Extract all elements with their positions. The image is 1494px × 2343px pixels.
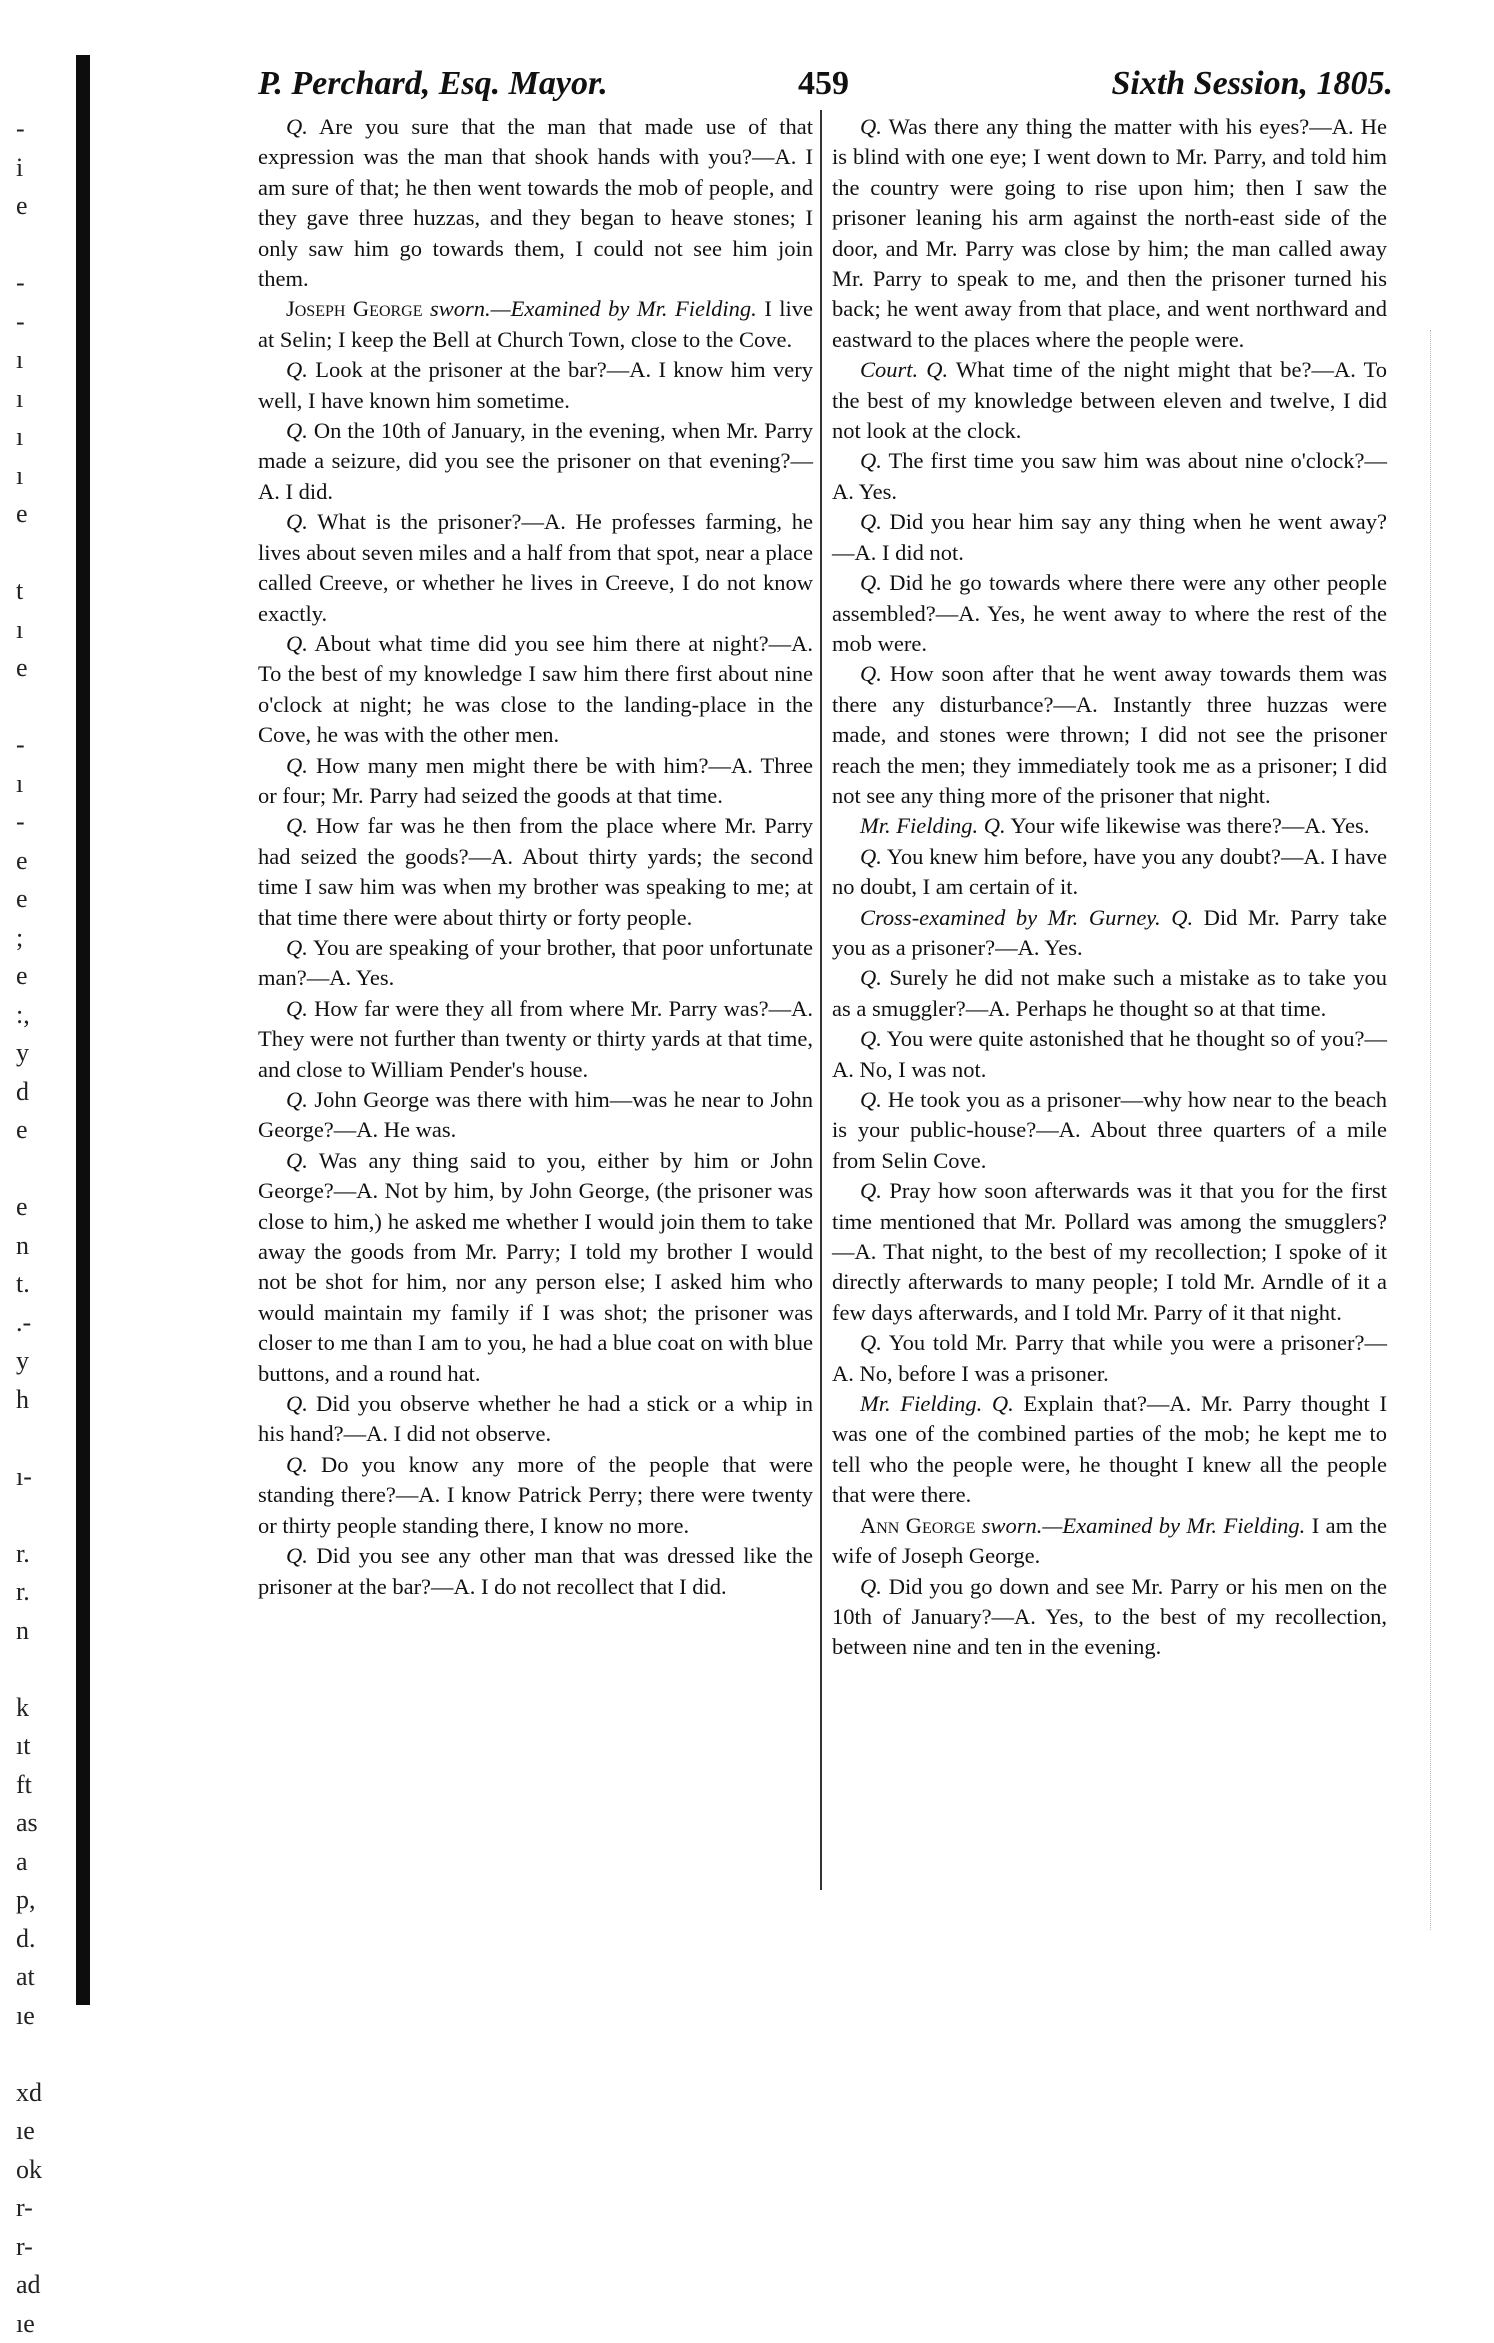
paragraph-text: I am the wife of Joseph George. xyxy=(832,1513,1387,1568)
margin-glyph: - xyxy=(0,726,60,765)
margin-glyph: e xyxy=(0,842,60,881)
margin-glyph: ı xyxy=(0,457,60,496)
paragraph xyxy=(258,355,813,416)
margin-glyph: ad xyxy=(0,2266,60,2305)
margin-glyph: ı xyxy=(0,611,60,650)
edge-specks xyxy=(1430,330,1441,1930)
margin-glyph: d. xyxy=(0,1920,60,1959)
paragraph-text: Are you sure that the man that made use of that expression was the man that shook hands with you?—A. I am sure of that; he then went towards the mob of people, and they gave three huzzas, and they began to heave stones; I only saw him go towards them, I could not see him join them. xyxy=(258,114,813,291)
margin-glyph: ft xyxy=(0,1766,60,1805)
question-mark: Q. xyxy=(992,1391,1014,1416)
paragraph-text: You told Mr. Parry that while you were a prisoner?—A. No, before I was a prisoner. xyxy=(832,1330,1387,1385)
question-mark: Q. xyxy=(286,996,308,1021)
paragraph xyxy=(258,1450,813,1541)
question-mark: Q. xyxy=(860,448,882,473)
paragraph xyxy=(832,1085,1387,1176)
question-mark: Q. xyxy=(860,1087,882,1112)
paragraph xyxy=(832,1024,1387,1085)
paragraph xyxy=(258,416,813,507)
margin-glyph: xd xyxy=(0,2074,60,2113)
paragraph-text: You were quite astonished that he thought so of you?—A. No, I was not. xyxy=(832,1026,1387,1081)
question-mark: Q. xyxy=(286,509,308,534)
paragraph-text: What time of the night might that be?—A. To the best of my knowledge between eleven and twelve, I did not look at the clock. xyxy=(832,357,1387,443)
question-mark: Q. xyxy=(860,661,882,686)
paragraph xyxy=(832,842,1387,903)
margin-glyph xyxy=(0,2035,60,2074)
question-mark: Q. xyxy=(926,357,948,382)
margin-glyph: n xyxy=(0,1612,60,1651)
right-column xyxy=(832,112,1387,1663)
margin-glyph: y xyxy=(0,1034,60,1073)
margin-glyph: e xyxy=(0,187,60,226)
margin-glyph: t xyxy=(0,572,60,611)
paragraph-text: Was any thing said to you, either by him or John George?—A. Not by him, by John George, (the prisoner was close to him,) he asked me whether I would join them to take away the goods from Mr. Parry; I told my brother I would not be shot for him, nor any person else; I asked him who would maintain my family if I was shot; the prisoner was closer to me than I am to you, he had a blue coat on with blue buttons, and a round hat. xyxy=(258,1148,813,1386)
margin-glyph: ; xyxy=(0,919,60,958)
question-mark: Q. xyxy=(286,1543,308,1568)
paragraph xyxy=(832,1511,1387,1572)
speaker-lead: Mr. Fielding. xyxy=(860,1391,982,1416)
question-mark: Q. xyxy=(286,1148,308,1173)
margin-glyph: - xyxy=(0,803,60,842)
margin-glyph: r- xyxy=(0,2228,60,2267)
question-mark: Q. xyxy=(1171,905,1193,930)
paragraph xyxy=(832,507,1387,568)
paragraph xyxy=(258,994,813,1085)
sworn-note: sworn.—Examined by Mr. Fielding. xyxy=(430,296,757,321)
margin-glyph: ıt xyxy=(0,1727,60,1766)
paragraph xyxy=(832,112,1387,355)
paragraph-text: About what time did you see him there at night?—A. To the best of my knowledge I saw him there first about nine o'clock at night; he was close to the landing-place in the Cove, he was with the other men. xyxy=(258,631,813,747)
binding-shadow xyxy=(76,55,90,2005)
margin-glyph: ı xyxy=(0,418,60,457)
paragraph xyxy=(258,751,813,812)
question-mark: Q. xyxy=(286,813,308,838)
paragraph-text: He took you as a prisoner—why how near to the beach is your public-house?—A. About three quarters of a mile from Selin Cove. xyxy=(832,1087,1387,1173)
margin-glyph: ıe xyxy=(0,2305,60,2343)
paragraph-text: Did you go down and see Mr. Parry or his men on the 10th of January?—A. Yes, to the best of my recollection, between nine and ten in the evening. xyxy=(832,1574,1387,1660)
question-mark: Q. xyxy=(286,631,308,656)
margin-glyph: ı xyxy=(0,380,60,419)
margin-glyph: n xyxy=(0,1227,60,1266)
paragraph xyxy=(832,446,1387,507)
margin-glyph: d xyxy=(0,1073,60,1112)
question-mark: Q. xyxy=(286,1452,308,1477)
paragraph-text: Was there any thing the matter with his eyes?—A. He is blind with one eye; I went down to Mr. Parry, and told him the country were going to rise upon him; then I saw the prisoner leaning his arm against the north-east side of the door, and Mr. Parry was close by him; the man called away Mr. Parry to speak to me, and then the prisoner turned his back; he went away from that place, and went northward and eastward to the places where the people were. xyxy=(832,114,1387,352)
margin-glyph: e xyxy=(0,957,60,996)
question-mark: Q. xyxy=(860,1330,882,1355)
margin-glyph: y xyxy=(0,1342,60,1381)
paragraph-text: Do you know any more of the people that were standing there?—A. I know Patrick Perry; there were twenty or thirty people standing there, I know no more. xyxy=(258,1452,813,1538)
running-header xyxy=(258,65,1393,111)
question-mark: Q. xyxy=(286,114,308,139)
margin-glyph: - xyxy=(0,110,60,149)
paragraph-text: How far was he then from the place where Mr. Parry had seized the goods?—A. About thirty yards; the second time I saw him was when my brother was speaking to me; at that time there were about thirty or forty people. xyxy=(258,813,813,929)
paragraph-text: What is the prisoner?—A. He professes farming, he lives about seven miles and a half from that spot, near a place called Creeve, or whether he lives in Creeve, I do not know exactly. xyxy=(258,509,813,625)
paragraph-text: The first time you saw him was about nine o'clock?—A. Yes. xyxy=(832,448,1387,503)
margin-glyph: .- xyxy=(0,1304,60,1343)
speaker-lead: Cross-examined by Mr. Gurney. xyxy=(860,905,1161,930)
left-column xyxy=(258,112,813,1602)
margin-glyph: a xyxy=(0,1843,60,1882)
margin-glyph xyxy=(0,1496,60,1535)
question-mark: Q. xyxy=(860,965,882,990)
paragraph xyxy=(832,963,1387,1024)
margin-glyph xyxy=(0,688,60,727)
margin-glyph: - xyxy=(0,303,60,342)
paragraph-text: On the 10th of January, in the evening, when Mr. Parry made a seizure, did you see the prisoner on that evening?—A. I did. xyxy=(258,418,813,504)
paragraph xyxy=(258,294,813,355)
paragraph xyxy=(258,1085,813,1146)
paragraph xyxy=(832,811,1387,841)
margin-glyph: at xyxy=(0,1958,60,1997)
paragraph-text: Pray how soon afterwards was it that you for the first time mentioned that Mr. Pollard was among the smugglers?—A. That night, to the best of my recollection; I spoke of it directly afterwards to many people; I told Mr. Arndle of it a few days afterwards, and I told Mr. Parry of it that night. xyxy=(832,1178,1387,1325)
header-right: Sixth Session, 1805. xyxy=(1111,65,1393,103)
margin-glyph xyxy=(0,1419,60,1458)
margin-glyph xyxy=(0,1150,60,1189)
margin-glyph: ok xyxy=(0,2151,60,2190)
question-mark: Q. xyxy=(860,1026,882,1051)
paragraph-text: How many men might there be with him?—A. Three or four; Mr. Parry had seized the goods at that time. xyxy=(258,753,813,808)
question-mark: Q. xyxy=(286,753,308,778)
paragraph xyxy=(832,1389,1387,1511)
margin-glyph: i xyxy=(0,149,60,188)
sworn-note: sworn.—Examined by Mr. Fielding. xyxy=(982,1513,1306,1538)
question-mark: Q. xyxy=(860,1178,882,1203)
paragraph-text: John George was there with him—was he near to John George?—A. He was. xyxy=(258,1087,813,1142)
margin-glyph: h xyxy=(0,1381,60,1420)
margin-glyph: e xyxy=(0,1111,60,1150)
margin-glyph: :, xyxy=(0,996,60,1035)
paragraph xyxy=(258,1541,813,1602)
margin-glyph: e xyxy=(0,495,60,534)
paragraph-text: You knew him before, have you any doubt?—A. I have no doubt, I am certain of it. xyxy=(832,844,1387,899)
paragraph xyxy=(258,112,813,294)
paragraph-text: Surely he did not make such a mistake as to take you as a smuggler?—A. Perhaps he thought so at that time. xyxy=(832,965,1387,1020)
column-rule xyxy=(820,110,822,1890)
question-mark: Q. xyxy=(286,935,308,960)
paragraph-text: How soon after that he went away towards them was there any disturbance?—A. Instantly three huzzas were made, and stones were thrown; I did not see the prisoner reach the men; they immediately took me as a prisoner; I did not see any thing more of the prisoner that night. xyxy=(832,661,1387,808)
page-number: 459 xyxy=(798,65,849,103)
paragraph xyxy=(832,1176,1387,1328)
question-mark: Q. xyxy=(860,844,882,869)
paragraph xyxy=(832,568,1387,659)
paragraph xyxy=(258,1389,813,1450)
question-mark: Q. xyxy=(286,357,308,382)
question-mark: Q. xyxy=(286,1087,308,1112)
paragraph-text: You are speaking of your brother, that poor unfortunate man?—A. Yes. xyxy=(258,935,813,990)
paragraph xyxy=(832,355,1387,446)
paragraph-text: Your wife likewise was there?—A. Yes. xyxy=(1010,813,1369,838)
question-mark: Q. xyxy=(860,570,882,595)
paragraph-text: Did you see any other man that was dressed like the prisoner at the bar?—A. I do not recollect that I did. xyxy=(258,1543,813,1598)
paragraph xyxy=(258,933,813,994)
margin-glyph: t. xyxy=(0,1265,60,1304)
witness-name: Ann George xyxy=(860,1513,975,1538)
paragraph-text: Did you observe whether he had a stick or a whip in his hand?—A. I did not observe. xyxy=(258,1391,813,1446)
question-mark: Q. xyxy=(860,1574,882,1599)
margin-glyph: - xyxy=(0,264,60,303)
margin-glyph: ıe xyxy=(0,1997,60,2036)
margin-glyph: r- xyxy=(0,2189,60,2228)
paragraph xyxy=(258,629,813,751)
margin-glyph: ı- xyxy=(0,1458,60,1497)
paragraph-text: I live at Selin; I keep the Bell at Church Town, close to the Cove. xyxy=(258,296,813,351)
margin-glyph xyxy=(0,226,60,265)
paragraph-text: How far were they all from where Mr. Parry was?—A. They were not further than twenty or thirty yards at that time, and close to William Pender's house. xyxy=(258,996,813,1082)
margin-glyph: ı xyxy=(0,341,60,380)
paragraph-text: Did you hear him say any thing when he went away?—A. I did not. xyxy=(832,509,1387,564)
margin-glyph: k xyxy=(0,1689,60,1728)
speaker-lead: Court. xyxy=(860,357,918,382)
margin-glyph: p, xyxy=(0,1881,60,1920)
question-mark: Q. xyxy=(860,509,882,534)
paragraph xyxy=(258,507,813,629)
margin-glyph: r. xyxy=(0,1535,60,1574)
paragraph-text: Look at the prisoner at the bar?—A. I know him very well, I have known him sometime. xyxy=(258,357,813,412)
margin-glyph: ıe xyxy=(0,2112,60,2151)
margin-glyph: e xyxy=(0,1188,60,1227)
margin-glyph: as xyxy=(0,1804,60,1843)
paragraph-text: Explain that?—A. Mr. Parry thought I was one of the combined parties of the mob; he kept me to tell who the people were, he thought I knew all the people that were there. xyxy=(832,1391,1387,1507)
question-mark: Q. xyxy=(984,813,1006,838)
margin-glyph xyxy=(0,534,60,573)
margin-bleed-through xyxy=(0,110,60,2343)
margin-glyph: e xyxy=(0,880,60,919)
witness-name: Joseph George xyxy=(286,296,423,321)
margin-glyph: r. xyxy=(0,1573,60,1612)
speaker-lead: Mr. Fielding. xyxy=(860,813,978,838)
paragraph xyxy=(258,1146,813,1389)
paragraph-text: Did Mr. Parry take you as a prisoner?—A. Yes. xyxy=(832,905,1387,960)
paragraph xyxy=(832,903,1387,964)
question-mark: Q. xyxy=(286,418,308,443)
paragraph xyxy=(832,1328,1387,1389)
margin-glyph: e xyxy=(0,649,60,688)
paragraph xyxy=(258,811,813,933)
margin-glyph xyxy=(0,1650,60,1689)
header-left: P. Perchard, Esq. Mayor. xyxy=(258,65,608,103)
paragraph-text: Did he go towards where there were any other people assembled?—A. Yes, he went away to where the rest of the mob were. xyxy=(832,570,1387,656)
paragraph xyxy=(832,1572,1387,1663)
question-mark: Q. xyxy=(286,1391,308,1416)
margin-glyph: ı xyxy=(0,765,60,804)
question-mark: Q. xyxy=(860,114,882,139)
paragraph xyxy=(832,659,1387,811)
